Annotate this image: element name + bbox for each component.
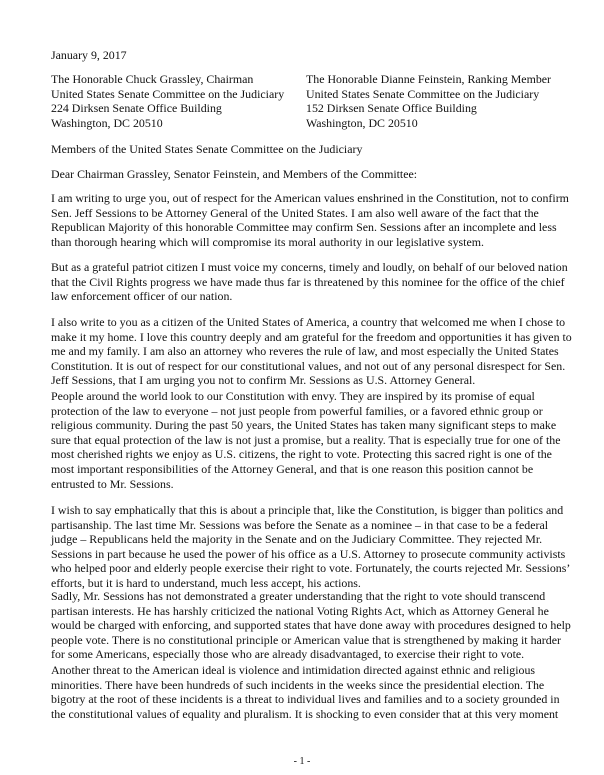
address-line: 224 Dirksen Senate Office Building [51, 101, 222, 116]
paragraph-line: make it my home. I love this country deeply and am grateful for the freedom and opportunities it has given to [51, 329, 572, 344]
paragraph-line: Sadly, Mr. Sessions has not demonstrated a greater understanding that the right to vote should transcend [51, 589, 546, 603]
paragraph-line: protection of the law to everyone – not just people from powerful families, or a favored ethnic group or [51, 403, 543, 418]
paragraph-line: Sessions in part because he used the power of his office as a U.S. Attorney to prosecute community activists [51, 546, 566, 561]
paragraph-line: I wish to say emphatically that this is about a principle that, like the Constitution, is bigger than politics and [51, 503, 564, 517]
body-paragraph [51, 389, 561, 491]
paragraph-line: efforts, but it is hard to understand, much less accept, his actions. [51, 575, 361, 590]
paragraph-line: minorities. There have been hundreds of such incidents in the weeks since the presidential election. The [51, 677, 545, 692]
paragraph-line: partisanship. The last time Mr. Sessions was before the Senate as a nominee – in that case to be a federal [51, 517, 549, 532]
paragraph-line: People around the world look to our Constitution with envy. They are inspired by its promise of equal [51, 389, 535, 403]
paragraph-line: people vote. There is no constitutional principle or American value that is strengthened by making it harder [51, 632, 561, 647]
body-paragraph [51, 503, 570, 591]
paragraph-line: me and my family. I am also an attorney who reveres the rule of law, and most especially the United States [51, 344, 559, 359]
paragraph-line: judge – Republicans held the majority in the Senate and on the Judiciary Committee. They rejected Mr. [51, 532, 543, 547]
address-line: United States Senate Committee on the Judiciary [306, 86, 540, 101]
paragraph-line: sure that equal protection of the law is not just a promise, but a reality. That is especially true for one of the [51, 432, 561, 447]
paragraph-line: Another threat to the American ideal is violence and intimidation directed against ethnic and religious [51, 663, 536, 677]
body-paragraph [51, 260, 568, 304]
paragraph-line: for some Americans, especially those who are already disadvantaged, to exercise their right to vote. [51, 647, 525, 662]
paragraph-line: who helped poor and elderly people exercise their right to vote. Fortunately, the courts rejected Mr. Sessions’ [51, 561, 571, 576]
address-line: Washington, DC 20510 [51, 115, 163, 130]
paragraph-line: would be charged with enforcing, and supported states that have done away with procedures designed to help [51, 618, 571, 633]
paragraph-line: bigotry at the root of these incidents is a threat to individual lives and families and to a society grounded in [51, 692, 560, 707]
paragraph-line: I am writing to urge you, out of respect for the American values enshrined in the Constitution, not to confirm [51, 191, 569, 205]
recipient-address-grassley [51, 72, 284, 130]
paragraph-line: partisan interests. He has harshly criticized the national Voting Rights Act, which as Attorney General he [51, 603, 549, 618]
paragraph-line: Sen. Jeff Sessions to be Attorney General of the United States. I am also well aware of the fact that the [51, 205, 539, 220]
paragraph-line: the constitutional values of equality and pluralism. It is shocking to even consider that at this very moment [51, 706, 559, 721]
paragraph-line: Jeff Sessions, that I am urging you not to confirm Mr. Sessions as U.S. Attorney General. [51, 373, 476, 388]
salutation: Dear Chairman Grassley, Senator Feinstein, and Members of the Committee: [51, 167, 418, 181]
address-line: 152 Dirksen Senate Office Building [306, 101, 477, 116]
paragraph-line: But as a grateful patriot citizen I must voice my concerns, timely and loudly, on behalf of our beloved nation [51, 260, 568, 274]
members-line: Members of the United States Senate Committee on the Judiciary [51, 142, 363, 156]
body-paragraph [51, 315, 572, 388]
recipient-address-feinstein [306, 72, 551, 130]
address-line: The Honorable Dianne Feinstein, Ranking Member [306, 72, 552, 86]
paragraph-line: religious community. During the past 50 years, the United States has taken many significant steps to make [51, 418, 557, 433]
paragraph-line: that the Civil Rights progress we have made thus far is threatened by this nominee for the office of the chief [51, 274, 565, 289]
body-paragraph [51, 663, 560, 721]
body-paragraph [51, 191, 569, 249]
paragraph-line: Constitution. It is out of respect for our constitutional values, and not out of any personal disrespect for Sen. [51, 358, 566, 373]
paragraph-line: most cherished rights we enjoy as U.S. citizens, the right to vote. Protecting this sacred right is one of the [51, 447, 552, 462]
paragraph-line: most important responsibilities of the Attorney General, and that is one reason this position cannot be [51, 461, 534, 476]
body-paragraph [51, 589, 571, 662]
address-line: The Honorable Chuck Grassley, Chairman [51, 72, 254, 86]
letter-date: January 9, 2017 [51, 48, 127, 62]
paragraph-line: than thorough hearing which will compromise its moral authority in our legislative system. [51, 234, 484, 249]
paragraph-line: entrusted to Mr. Sessions. [51, 476, 174, 491]
address-line: Washington, DC 20510 [306, 115, 418, 130]
paragraph-line: I also write to you as a citizen of the United States of America, a country that welcomed me when I chose to [51, 315, 566, 329]
address-line: United States Senate Committee on the Judiciary [51, 86, 285, 101]
page-number: - 1 - [293, 756, 311, 767]
paragraph-line: law enforcement officer of our nation. [51, 289, 233, 304]
paragraph-line: Republican Majority of this honorable Committee may confirm Sen. Sessions after an incomplete and less [51, 220, 557, 235]
